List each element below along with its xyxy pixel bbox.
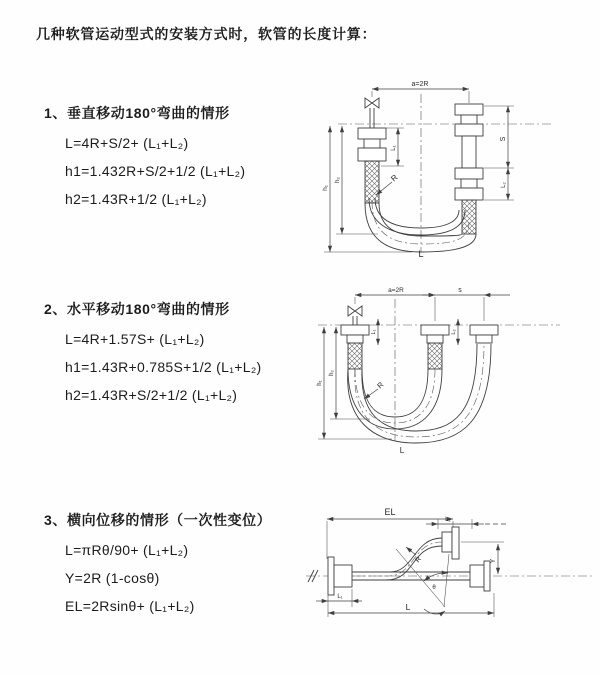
formula-h2: h2=1.43R+1/2 (L₁+L₂)	[65, 191, 207, 207]
dim-a2r-label: a=2R	[411, 81, 429, 88]
section-2-heading: 2、水平移动180°弯曲的情形	[44, 301, 230, 317]
valve-icon	[348, 306, 362, 325]
radius-label: R	[414, 555, 424, 565]
section-3-heading: 3、横向位移的情形（一次性变位）	[44, 512, 272, 528]
formula-el: EL=2Rsinθ+ (L₁+L₂)	[65, 598, 195, 614]
angle-theta-label: θ	[432, 585, 436, 591]
dim-s-label: S	[500, 136, 507, 142]
dim-h1-label: h₁	[322, 185, 329, 191]
braided-hose-section	[365, 161, 379, 203]
hose-u-bend-curves	[365, 198, 476, 252]
dim-a2r-label: a=2R	[388, 287, 404, 294]
dim-l2-label: L₂	[445, 517, 451, 523]
right-flange-assembly	[470, 325, 498, 343]
left-flange-assembly	[358, 128, 386, 203]
dim-l1-label: L₁	[337, 594, 343, 600]
dimension-l1	[316, 589, 362, 607]
radius-label: R	[375, 379, 386, 391]
dimension-l2	[451, 319, 458, 345]
formula-h1: h1=1.432R+S/2+1/2 (L₁+L₂)	[65, 163, 246, 179]
section-horizontal-movement	[44, 299, 319, 403]
dim-s-label: s	[458, 287, 462, 294]
formula-y: Y=2R (1-cosθ)	[65, 570, 160, 586]
braided-hose-section	[428, 343, 442, 369]
dim-h1-label: h₁	[317, 380, 323, 386]
left-flange-assembly	[328, 557, 352, 595]
section-1-heading: 1、垂直移动180°弯曲的情形	[44, 105, 230, 121]
radius-callout	[376, 173, 400, 195]
braided-hose-section	[348, 343, 362, 369]
length-label: L	[418, 249, 424, 258]
dim-h2-label: h₂	[329, 370, 335, 376]
formula-length: L=4R+1.57S+ (L₁+L₂)	[65, 331, 205, 347]
radius-label: R	[389, 172, 400, 184]
length-label: L	[399, 446, 405, 455]
middle-flange-assembly	[421, 325, 449, 369]
page-title: 几种软管运动型式的安装方式时，软管的长度计算：	[36, 26, 377, 42]
diagram-vertical-180-bend	[312, 76, 558, 258]
dim-y-label: Y	[490, 558, 497, 564]
dim-l2-label: L₂	[501, 182, 507, 188]
right-flange-assembly	[455, 104, 483, 234]
dimension-s	[484, 106, 514, 168]
formula-length: L=πRθ/90+ (L₁+L₂)	[65, 542, 189, 558]
dimension-l2	[484, 168, 514, 200]
dim-el-label: EL	[384, 507, 396, 517]
formula-length: L=4R+S/2+ (L₁+L₂)	[65, 135, 189, 151]
dim-l-label: L	[405, 602, 411, 612]
dimension-el	[327, 507, 453, 559]
dim-l1-label: L₁	[391, 145, 397, 151]
hose-u-bend-curves	[348, 344, 491, 443]
section-lateral-displacement	[44, 510, 319, 614]
angle-theta-construction	[396, 549, 449, 614]
dimension-l	[328, 593, 494, 617]
dimension-a2r	[372, 81, 469, 103]
valve-icon	[365, 98, 379, 128]
dim-l2-label: L₂	[451, 329, 457, 335]
section-vertical-movement	[44, 103, 319, 207]
formula-h1: h1=1.43R+0.785S+1/2 (L₁+L₂)	[65, 359, 262, 375]
diagram-lateral-displacement	[298, 497, 600, 645]
dimension-l1	[371, 319, 378, 345]
diagram-horizontal-180-bend	[312, 281, 564, 457]
radius-callout	[364, 380, 386, 399]
formula-h2: h2=1.43R+S/2+1/2 (L₁+L₂)	[65, 387, 238, 403]
left-flange-assembly	[341, 325, 369, 369]
dim-l1-label: L₁	[371, 329, 377, 335]
dim-h2-label: h₂	[334, 176, 341, 184]
